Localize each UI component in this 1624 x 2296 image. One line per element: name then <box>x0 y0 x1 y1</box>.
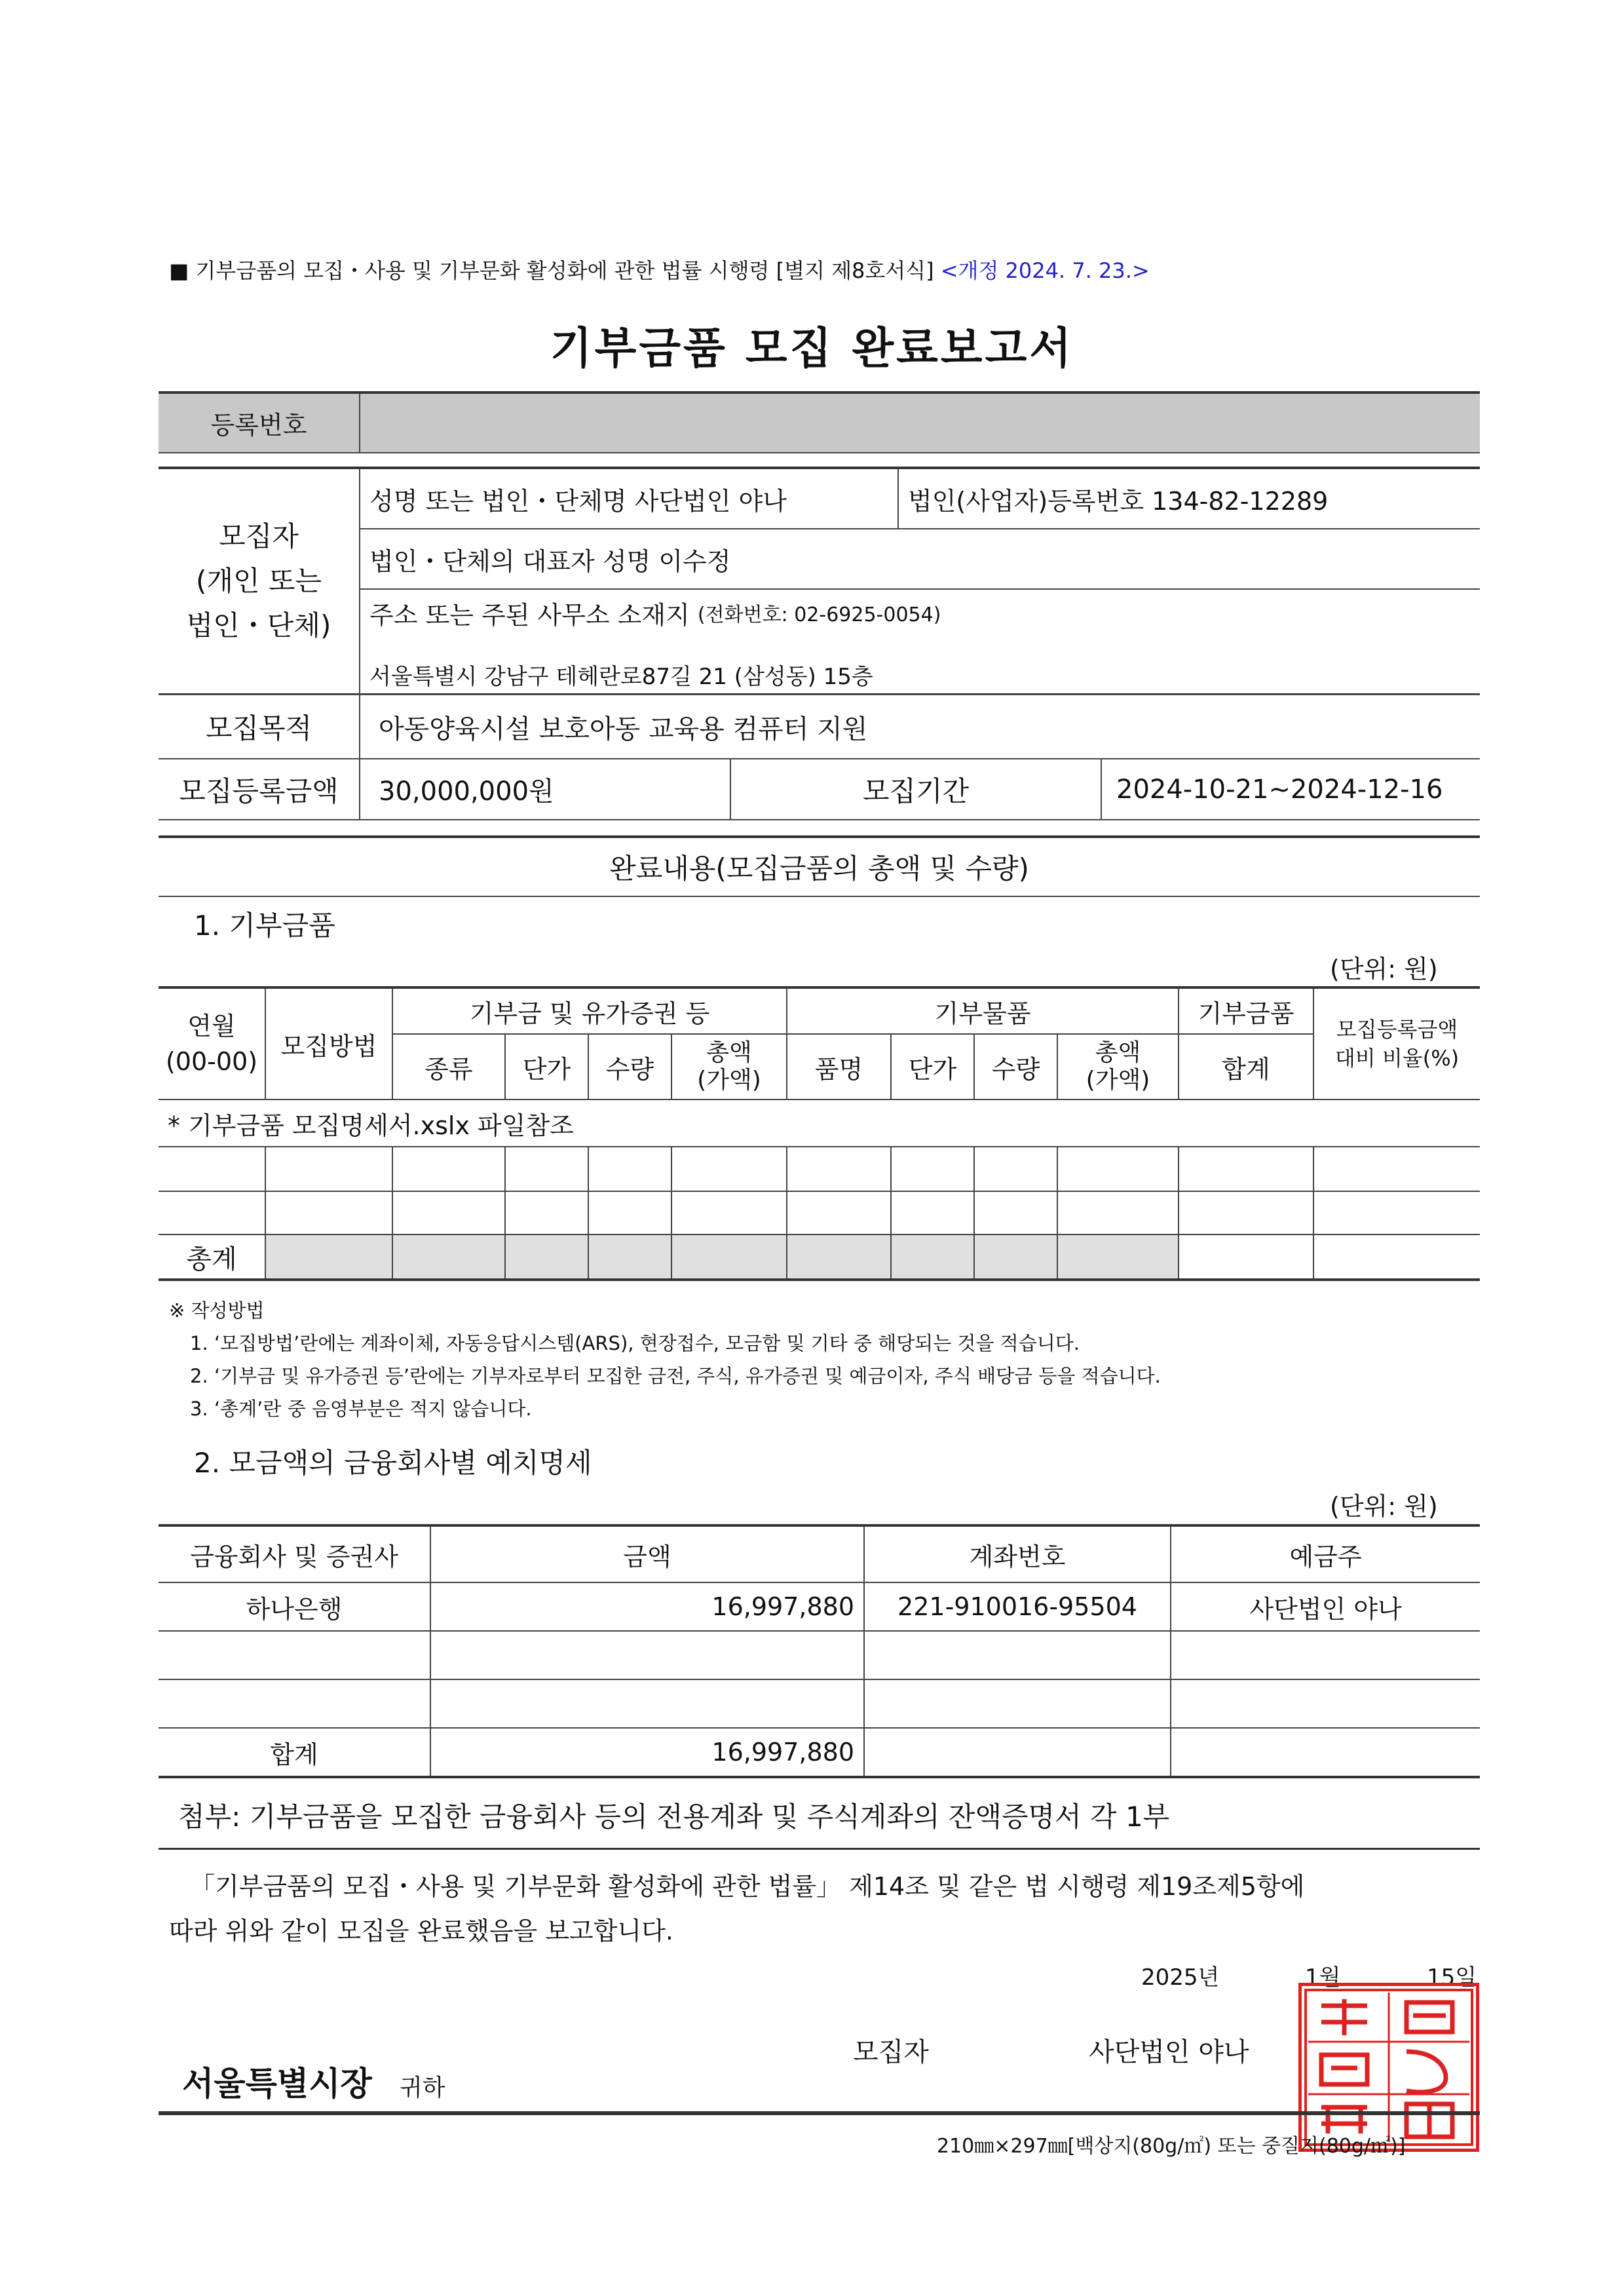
col-goods-amount-line1: 총액 <box>1095 1039 1141 1066</box>
table-cell <box>672 1147 786 1191</box>
page-title: 기부금품 모집 완료보고서 <box>550 323 1074 373</box>
form-reference-note <box>169 254 1150 284</box>
column-divider <box>973 1147 975 1278</box>
table-cell <box>1058 1235 1178 1278</box>
column-divider <box>392 1147 393 1278</box>
collector-name: 성명 또는 법인・단체명 사단법인 야나 <box>369 486 787 516</box>
attachment-note: 첨부: 기부금품을 모집한 금융회사 등의 전용계좌 및 주식계좌의 잔액증명서 각 1부 <box>178 1801 1170 1833</box>
period-label: 모집기간 <box>862 775 970 807</box>
collector-label <box>159 469 359 693</box>
date-month: 1월 <box>1305 1964 1341 1991</box>
instructions-title: ※ 작성방법 <box>169 1299 265 1322</box>
date-year: 2025년 <box>1141 1964 1220 1991</box>
table-cell <box>506 1147 588 1191</box>
collector-label-line1: 모집자 <box>219 520 299 552</box>
column-divider <box>890 1147 892 1278</box>
column-divider <box>504 1147 506 1278</box>
paper-spec: 210㎜×297㎜[백상지(80g/㎡) 또는 중질지(80g/㎡)] <box>937 2135 1406 2158</box>
col-month-format: (00-00) <box>165 1047 258 1076</box>
table-cell <box>393 1147 504 1191</box>
column-divider <box>786 1147 787 1278</box>
signer-name: 사단법인 야나 <box>1089 2037 1249 2067</box>
address-label-text: 주소 또는 주된 사무소 소재지 <box>369 600 690 630</box>
revision-date: <개정 2024. 7. 23.> <box>940 258 1150 283</box>
statement-line1: 「기부금품의 모집・사용 및 기부문화 활성화에 관한 법률」 제14조 및 같은 법 시행령 제19조제5항에 <box>190 1872 1305 1901</box>
section2-unit: (단위: 원) <box>1330 1492 1438 1521</box>
col-amount-line2: (가액) <box>697 1067 761 1094</box>
column-divider <box>671 1147 672 1278</box>
table-cell <box>1314 1192 1480 1234</box>
completion-heading: 완료내용(모집금품의 총액 및 수량) <box>609 852 1029 885</box>
table-cell <box>1314 1235 1480 1278</box>
organization-seal <box>1298 1983 1479 2152</box>
addressee-name: 서울특별시장 <box>182 2065 372 2103</box>
addressee-suffix: 귀하 <box>400 2075 445 2101</box>
table-cell <box>672 1192 786 1234</box>
col-total-group: 기부금품 <box>1198 999 1294 1028</box>
collector-business-number: 법인(사업자)등록번호 134-82-12289 <box>908 486 1329 516</box>
table-cell <box>1179 1192 1313 1234</box>
col-method: 모집방법 <box>280 1031 377 1061</box>
collector-address: 서울특별시 강남구 테헤란로87길 21 (삼성동) 15층 <box>369 663 873 690</box>
registration-label: 등록번호 <box>159 394 359 452</box>
table-cell <box>1179 1235 1313 1278</box>
deposit-col-institution: 금융회사 및 증권사 <box>190 1542 398 1571</box>
col-unit-price: 단가 <box>522 1054 571 1084</box>
purpose-value: 아동양육시설 보호아동 교육용 컴퓨터 지원 <box>379 714 868 744</box>
table-cell <box>892 1147 973 1191</box>
col-item-name: 품명 <box>814 1054 863 1084</box>
col-goods-price: 단가 <box>908 1054 957 1084</box>
registration-value <box>360 394 1480 452</box>
table-cell <box>266 1192 392 1234</box>
collector-label-line3: 법인・단체) <box>186 609 331 641</box>
instruction-1: 1. ‘모집방법’란에는 계좌이체, 자동응답시스템(ARS), 현장접수, 모금함 및 기타 중 해당되는 것을 적습니다. <box>190 1332 1080 1354</box>
table-cell <box>589 1147 671 1191</box>
col-amount <box>672 1035 786 1099</box>
col-goods-amount <box>1058 1035 1178 1099</box>
table-cell <box>787 1147 890 1191</box>
table-cell <box>266 1235 392 1278</box>
table-cell <box>892 1192 973 1234</box>
section1-title: 1. 기부금품 <box>194 909 335 942</box>
table-cell <box>1179 1147 1313 1191</box>
col-month-label: 연월 <box>187 1012 236 1041</box>
deposit-col-account: 계좌번호 <box>969 1542 1066 1571</box>
total-row-label: 총계 <box>186 1244 237 1274</box>
col-goods-group: 기부물품 <box>934 999 1031 1028</box>
col-kind: 종류 <box>425 1054 473 1084</box>
amount-label: 모집등록금액 <box>179 775 339 807</box>
deposit-total-value: 16,997,880 <box>711 1738 854 1767</box>
column-divider <box>1313 1147 1314 1278</box>
reference-note: * 기부금품 모집명세서.xslx 파일참조 <box>168 1111 574 1140</box>
table-cell <box>672 1235 786 1278</box>
table-cell <box>975 1192 1057 1234</box>
table-cell <box>1058 1147 1178 1191</box>
col-money-group: 기부금 및 유가증권 등 <box>469 999 710 1028</box>
amount-value: 30,000,000원 <box>379 776 554 807</box>
col-amount-line1: 총액 <box>706 1039 752 1066</box>
col-goods-qty: 수량 <box>991 1054 1040 1084</box>
deposit-row-institution: 하나은행 <box>246 1594 343 1624</box>
law-reference: ■ 기부금품의 모집・사용 및 기부문화 활성화에 관한 법률 시행령 [별지 제8호서식] <box>169 258 934 283</box>
table-cell <box>266 1147 392 1191</box>
signer-label: 모집자 <box>853 2037 929 2067</box>
col-quantity: 수량 <box>605 1054 654 1084</box>
deposit-col-amount: 금액 <box>623 1542 671 1571</box>
table-cell <box>787 1235 890 1278</box>
column-divider <box>265 1147 266 1278</box>
date-day: 15일 <box>1427 1964 1477 1991</box>
deposit-total-label: 합계 <box>270 1740 318 1769</box>
table-cell <box>1314 1147 1480 1191</box>
table-cell <box>589 1235 671 1278</box>
period-value: 2024-10-21~2024-12-16 <box>1116 774 1443 805</box>
deposit-col-holder: 예금주 <box>1289 1542 1362 1571</box>
purpose-label: 모집목적 <box>205 712 312 744</box>
col-ratio-line2: 대비 비율(%) <box>1334 1046 1460 1071</box>
table-cell <box>787 1192 890 1234</box>
table-cell <box>589 1192 671 1234</box>
table-cell <box>160 1147 265 1191</box>
table-cell <box>975 1147 1057 1191</box>
collector-address-label <box>360 590 1480 636</box>
table-cell <box>1058 1192 1178 1234</box>
statement-line2: 따라 위와 같이 모집을 완료했음을 보고합니다. <box>169 1917 673 1945</box>
table-cell <box>506 1235 588 1278</box>
deposit-row-amount: 16,997,880 <box>711 1592 854 1621</box>
table-cell <box>892 1235 973 1278</box>
col-month <box>159 989 265 1099</box>
deposit-row-holder: 사단법인 야나 <box>1249 1594 1402 1624</box>
collector-phone: (전화번호: 02-6925-0054) <box>697 603 941 626</box>
col-total-sum: 합계 <box>1222 1054 1270 1084</box>
section2-title: 2. 모금액의 금융회사별 예치명세 <box>194 1447 592 1479</box>
col-ratio-line1: 모집등록금액 <box>1336 1017 1458 1042</box>
instruction-3: 3. ‘총계’란 중 음영부분은 적지 않습니다. <box>190 1398 532 1420</box>
table-cell <box>506 1192 588 1234</box>
table-cell <box>393 1235 504 1278</box>
col-goods-amount-line2: (가액) <box>1086 1067 1150 1094</box>
seal-graphic <box>1302 1986 1476 2149</box>
table-cell <box>393 1192 504 1234</box>
section1-unit: (단위: 원) <box>1330 955 1438 984</box>
collector-label-line2: (개인 또는 <box>195 565 322 597</box>
table-cell <box>975 1235 1057 1278</box>
col-ratio <box>1314 989 1480 1099</box>
instruction-2: 2. ‘기부금 및 유가증권 등’란에는 기부자로부터 모집한 금전, 주식, 유가증권 및 예금이자, 주식 배당금 등을 적습니다. <box>190 1365 1161 1387</box>
deposit-row-account: 221-910016-95504 <box>897 1592 1137 1621</box>
collector-representative: 법인・단체의 대표자 성명 이수정 <box>369 546 731 576</box>
table-cell <box>160 1192 265 1234</box>
column-divider <box>1178 1147 1179 1278</box>
column-divider <box>1057 1147 1058 1278</box>
column-divider <box>588 1147 589 1278</box>
